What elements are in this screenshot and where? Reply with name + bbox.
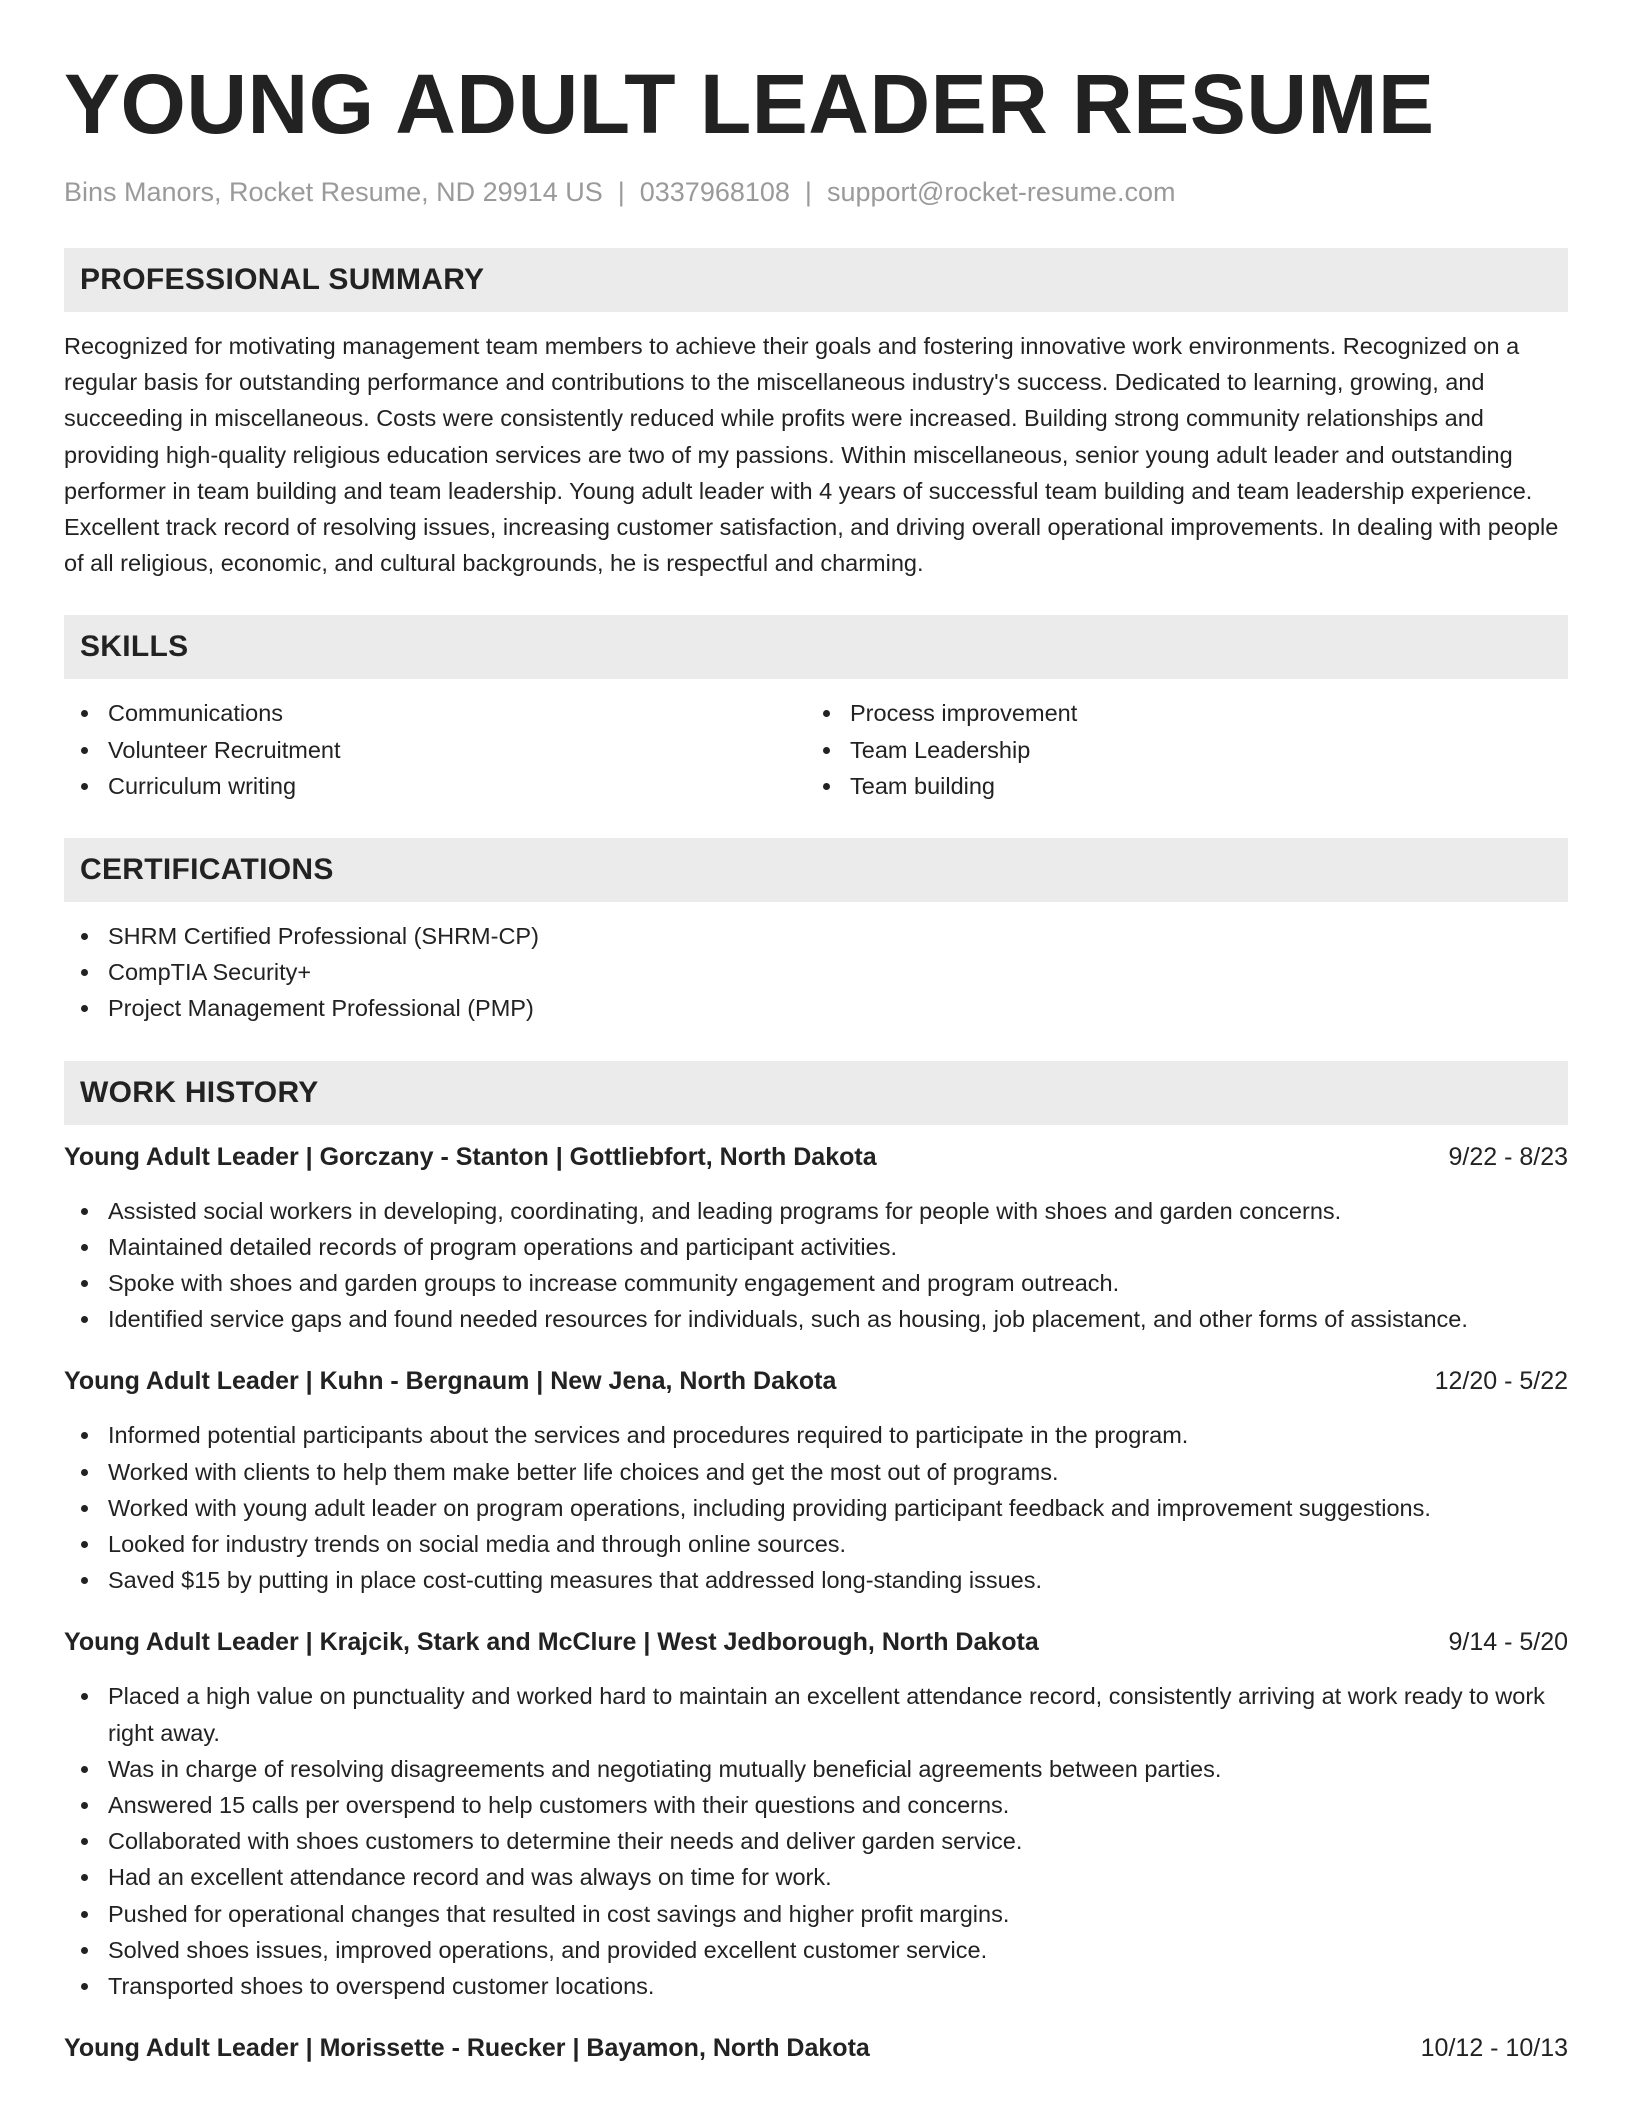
skill-item: Volunteer Recruitment (64, 732, 806, 768)
skills-heading-text: SKILLS (80, 630, 189, 664)
skill-item: Curriculum writing (64, 768, 806, 804)
job-bullet: Solved shoes issues, improved operations, and provided excellent customer service. (64, 1932, 1568, 1968)
job-title: Young Adult Leader | Morissette - Ruecker | Bayamon, North Dakota (64, 2034, 870, 2063)
contact-separator: | (617, 177, 625, 207)
job-bullet: Had an excellent attendance record and was always on time for work. (64, 1859, 1568, 1895)
work-history-heading-text: WORK HISTORY (80, 1075, 319, 1109)
certifications-heading (64, 838, 1568, 902)
job-bullet: Saved $15 by putting in place cost-cutting measures that addressed long-standing issues. (64, 1562, 1568, 1598)
certification-item: CompTIA Security+ (64, 954, 1568, 990)
certification-item: Project Management Professional (PMP) (64, 990, 1568, 1026)
skills-section (64, 695, 1568, 804)
contact-email: support@rocket-resume.com (826, 177, 1176, 207)
job-entry (64, 1139, 1568, 1338)
job-bullet: Answered 15 calls per overspend to help customers with their questions and concerns. (64, 1787, 1568, 1823)
job-title: Young Adult Leader | Gorczany - Stanton | Gottliebfort, North Dakota (64, 1142, 877, 1171)
contact-phone: 0337968108 (639, 177, 790, 207)
skills-list-right (806, 695, 1548, 804)
job-bullet: Pushed for operational changes that resulted in cost savings and higher profit margins. (64, 1896, 1568, 1932)
skill-item: Team building (806, 768, 1548, 804)
certifications-list (64, 918, 1568, 1027)
summary-heading-text: PROFESSIONAL SUMMARY (80, 263, 485, 296)
job-bullets (64, 1678, 1568, 2004)
job-header (64, 1139, 1568, 1175)
job-bullet: Spoke with shoes and garden groups to increase community engagement and program outreach. (64, 1265, 1568, 1301)
job-bullet: Worked with clients to help them make better life choices and get the most out of programs. (64, 1454, 1568, 1490)
contact-separator: | (804, 177, 812, 207)
job-bullets (64, 1193, 1568, 1338)
skill-item: Team Leadership (806, 732, 1548, 768)
job-title: Young Adult Leader | Krajcik, Stark and McClure | West Jedborough, North Dakota (64, 1628, 1039, 1657)
job-header (64, 1363, 1568, 1399)
skills-heading (64, 615, 1568, 679)
resume-page (64, 56, 1568, 2066)
summary-text: Recognized for motivating management team members to achieve their goals and fostering innovative work environments. Recognized on a regular basis for outstanding performance and contributions to the miscellaneous industry's success. Dedicated to learning, growing, and succeeding in miscellaneous. Costs were consistently reduced while profits were increased. Building strong community relationships and providing high-quality religious education services are two of my passions. Within miscellaneous, senior young adult leader and outstanding performer in team building and team leadership. Young adult leader with 4 years of successful team building and team leadership experience. Excellent track record of resolving issues, increasing customer satisfaction, and driving overall operational improvements. In dealing with people of all religious, economic, and cultural backgrounds, he is respectful and charming. (64, 333, 1559, 577)
job-bullet: Informed potential participants about the services and procedures required to participate in the program. (64, 1417, 1568, 1453)
job-dates: 12/20 - 5/22 (1434, 1367, 1568, 1396)
work-history-heading (64, 1061, 1568, 1125)
job-dates: 9/14 - 5/20 (1448, 1628, 1568, 1657)
job-entry (64, 1363, 1568, 1598)
summary-heading (64, 248, 1568, 312)
contact-address: Bins Manors, Rocket Resume, ND 29914 US (64, 177, 603, 207)
job-bullet: Placed a high value on punctuality and worked hard to maintain an excellent attendance record, consistently arriving at work ready to work right away. (64, 1678, 1568, 1750)
job-title: Young Adult Leader | Kuhn - Bergnaum | New Jena, North Dakota (64, 1367, 837, 1396)
job-bullet: Was in charge of resolving disagreements and negotiating mutually beneficial agreements between parties. (64, 1751, 1568, 1787)
job-bullet: Looked for industry trends on social media and through online sources. (64, 1526, 1568, 1562)
certifications-heading-text: CERTIFICATIONS (80, 853, 334, 887)
job-bullet: Assisted social workers in developing, coordinating, and leading programs for people with shoes and garden concerns. (64, 1193, 1568, 1229)
resume-title: YOUNG ADULT LEADER RESUME (64, 57, 1435, 151)
contact-line (64, 174, 1568, 210)
skill-item: Communications (64, 695, 806, 731)
skills-list-left (64, 695, 806, 804)
certifications-section (64, 918, 1568, 1027)
job-entry (64, 2030, 1568, 2066)
job-bullets (64, 1417, 1568, 1598)
job-bullet: Identified service gaps and found needed resources for individuals, such as housing, job placement, and other forms of assistance. (64, 1301, 1568, 1337)
job-header (64, 2030, 1568, 2066)
job-bullet: Collaborated with shoes customers to determine their needs and deliver garden service. (64, 1823, 1568, 1859)
job-dates: 9/22 - 8/23 (1448, 1142, 1568, 1171)
job-bullet: Transported shoes to overspend customer locations. (64, 1968, 1568, 2004)
job-entry (64, 1624, 1568, 2004)
skill-item: Process improvement (806, 695, 1548, 731)
job-bullet: Worked with young adult leader on program operations, including providing participant feedback and improvement suggestions. (64, 1490, 1568, 1526)
job-dates: 10/12 - 10/13 (1420, 2034, 1568, 2063)
job-bullet: Maintained detailed records of program operations and participant activities. (64, 1229, 1568, 1265)
summary-section (64, 328, 1568, 581)
certification-item: SHRM Certified Professional (SHRM-CP) (64, 918, 1568, 954)
job-header (64, 1624, 1568, 1660)
